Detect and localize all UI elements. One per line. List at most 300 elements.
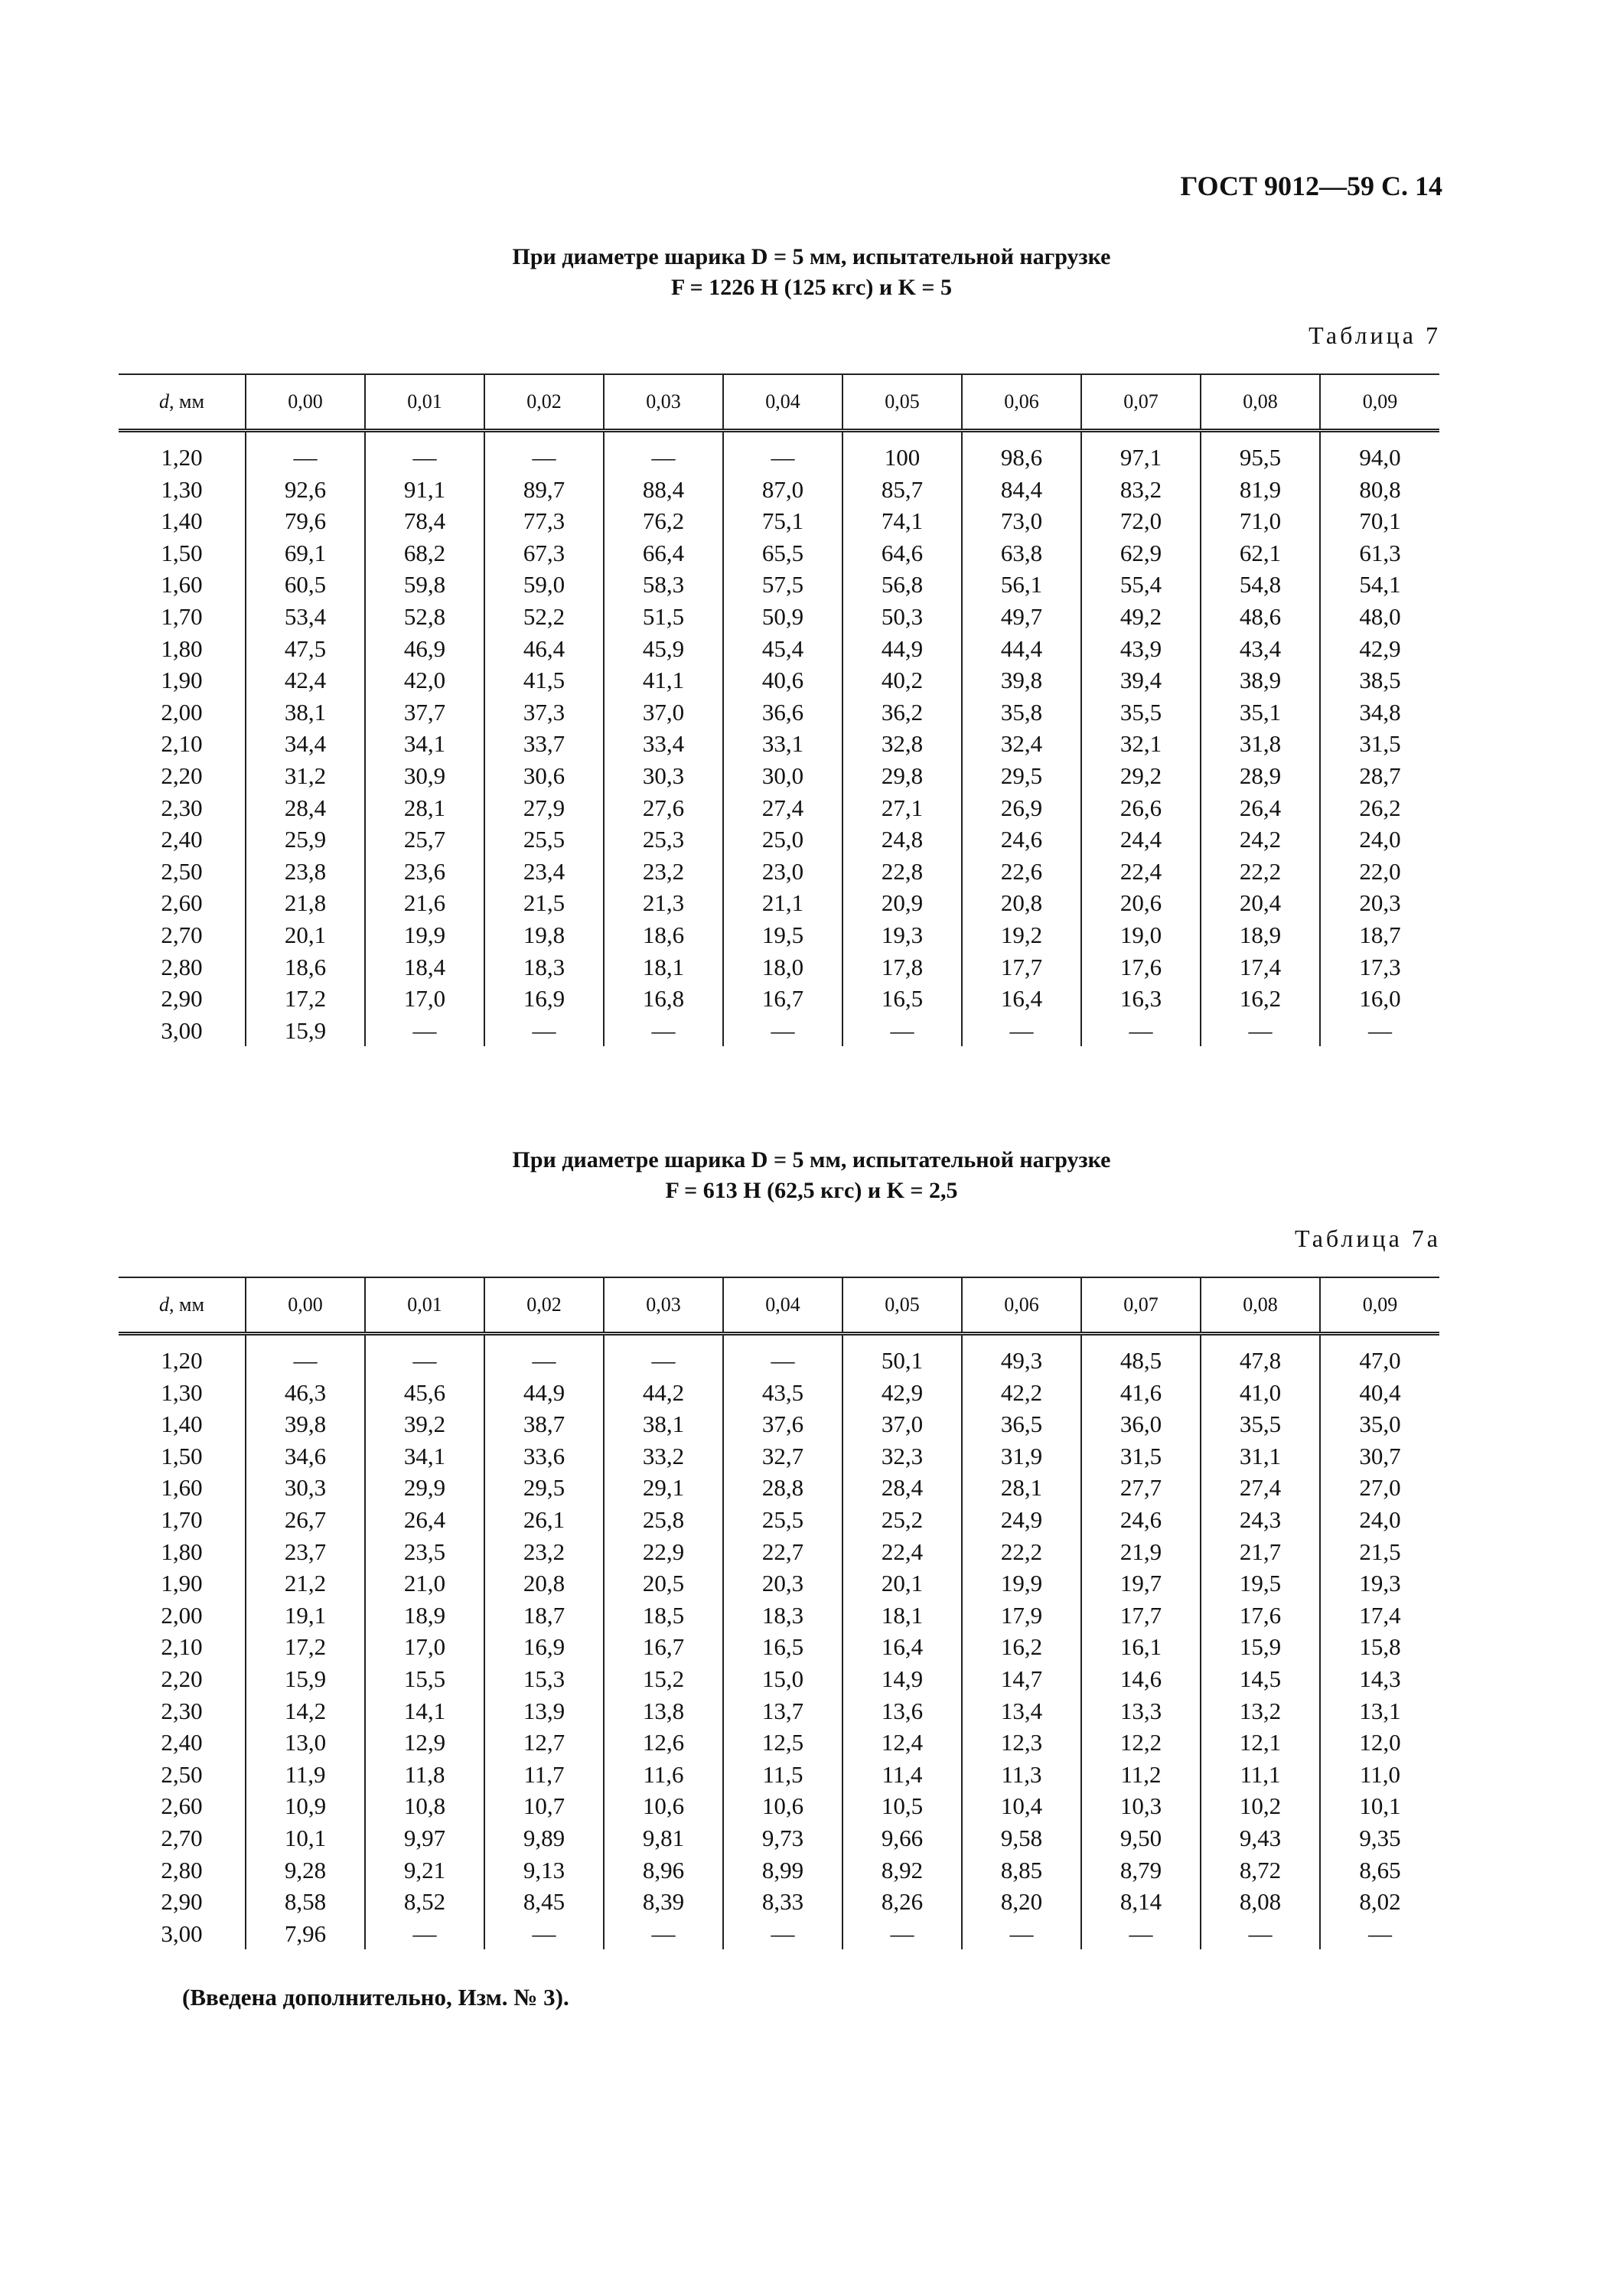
table-cell: 27,7 <box>1081 1472 1201 1504</box>
table-cell: 16,7 <box>604 1631 723 1663</box>
table7a-col-header: 0,00 <box>246 1277 365 1334</box>
table-cell: — <box>1081 1918 1201 1950</box>
table-cell: 39,2 <box>365 1408 484 1440</box>
table-cell: 46,4 <box>484 633 604 665</box>
table-cell: 15,2 <box>604 1663 723 1695</box>
table-cell: 35,8 <box>962 696 1081 729</box>
row-diameter-cell: 2,20 <box>161 762 203 789</box>
table-cell: 13,3 <box>1081 1695 1201 1727</box>
table-cell: 62,9 <box>1081 537 1201 569</box>
table-cell: 11,8 <box>365 1759 484 1791</box>
table-cell: 35,0 <box>1320 1408 1439 1440</box>
table-cell: — <box>723 1334 842 1377</box>
table-cell: 8,99 <box>723 1854 842 1887</box>
table-cell: 12,7 <box>484 1727 604 1759</box>
table-cell: — <box>962 1015 1081 1047</box>
table-cell: 48,6 <box>1201 601 1320 633</box>
table-cell: 50,1 <box>842 1334 962 1377</box>
table-cell: 46,9 <box>365 633 484 665</box>
table-cell: 54,1 <box>1320 569 1439 601</box>
table-cell: 17,4 <box>1320 1600 1439 1632</box>
table-cell: 29,5 <box>484 1472 604 1504</box>
table-cell: 30,9 <box>365 760 484 792</box>
table7a-caption <box>0 1145 1623 1206</box>
row-diameter-cell: 2,80 <box>161 1856 203 1883</box>
table-cell: 29,2 <box>1081 760 1201 792</box>
table7a-col-header: 0,09 <box>1320 1277 1439 1334</box>
table-cell: 43,4 <box>1201 633 1320 665</box>
table7a-header-d: d, мм <box>119 1277 246 1334</box>
table7-caption <box>0 242 1623 303</box>
table-row <box>119 1695 1439 1727</box>
row-diameter-cell: 2,30 <box>161 1697 203 1724</box>
table-cell: 37,0 <box>604 696 723 729</box>
table-cell: 21,0 <box>365 1567 484 1600</box>
table-cell: 44,9 <box>842 633 962 665</box>
table-cell: 36,0 <box>1081 1408 1201 1440</box>
table-cell: 43,5 <box>723 1377 842 1409</box>
table-cell: 24,8 <box>842 823 962 856</box>
table7-col-header: 0,06 <box>962 374 1081 431</box>
table-cell: — <box>723 431 842 474</box>
table-row <box>119 1536 1439 1568</box>
table-cell: 27,0 <box>1320 1472 1439 1504</box>
table-cell: 18,3 <box>723 1600 842 1632</box>
table-cell: 22,4 <box>842 1536 962 1568</box>
table-cell: 31,1 <box>1201 1440 1320 1473</box>
table-row <box>119 1377 1439 1409</box>
table7a-col-header: 0,03 <box>604 1277 723 1334</box>
table-cell: — <box>604 1015 723 1047</box>
table7a-col-header: 0,04 <box>723 1277 842 1334</box>
table-cell: 8,79 <box>1081 1854 1201 1887</box>
table-cell: 28,8 <box>723 1472 842 1504</box>
table-cell: 16,9 <box>484 1631 604 1663</box>
table-cell: 37,6 <box>723 1408 842 1440</box>
table-cell: 19,7 <box>1081 1567 1201 1600</box>
table-cell: 8,08 <box>1201 1886 1320 1918</box>
table7a-header-row <box>119 1277 1439 1334</box>
table-cell: 29,1 <box>604 1472 723 1504</box>
table-cell: 8,65 <box>1320 1854 1439 1887</box>
table-cell: 10,8 <box>365 1790 484 1822</box>
table7-col-header: 0,04 <box>723 374 842 431</box>
table-cell: 12,6 <box>604 1727 723 1759</box>
table-cell: 28,7 <box>1320 760 1439 792</box>
table-cell: 85,7 <box>842 474 962 506</box>
table-cell: 32,8 <box>842 728 962 760</box>
table-cell: 53,4 <box>246 601 365 633</box>
table-cell: 9,35 <box>1320 1822 1439 1854</box>
table-cell: 37,0 <box>842 1408 962 1440</box>
table-cell: 50,9 <box>723 601 842 633</box>
row-diameter-cell: 1,30 <box>161 475 203 503</box>
table-cell: 64,6 <box>842 537 962 569</box>
table-cell: 22,2 <box>1201 856 1320 888</box>
table7-label: Таблица 7 <box>1309 321 1441 349</box>
table-cell: 78,4 <box>365 505 484 537</box>
table-cell: 15,9 <box>1201 1631 1320 1663</box>
table-cell: 17,8 <box>842 951 962 983</box>
table-cell: 11,0 <box>1320 1759 1439 1791</box>
row-diameter-cell: 2,70 <box>161 921 203 948</box>
table-cell: 54,8 <box>1201 569 1320 601</box>
table-cell: 17,2 <box>246 983 365 1015</box>
table-cell: 8,96 <box>604 1854 723 1887</box>
table-cell: 60,5 <box>246 569 365 601</box>
table-cell: 9,58 <box>962 1822 1081 1854</box>
table-cell: 79,6 <box>246 505 365 537</box>
table-cell: 42,2 <box>962 1377 1081 1409</box>
table7-body <box>119 431 1439 1047</box>
table7-header-d: d, мм <box>119 374 246 431</box>
table-cell: 61,3 <box>1320 537 1439 569</box>
table-cell: 13,4 <box>962 1695 1081 1727</box>
row-diameter-cell: 2,10 <box>161 1633 203 1661</box>
table-row <box>119 696 1439 729</box>
table-cell: 9,13 <box>484 1854 604 1887</box>
table-cell: — <box>365 1918 484 1950</box>
table-cell: 30,3 <box>246 1472 365 1504</box>
table-cell: 27,1 <box>842 792 962 824</box>
table-cell: 31,5 <box>1320 728 1439 760</box>
table-cell: 13,7 <box>723 1695 842 1727</box>
table-cell: 32,7 <box>723 1440 842 1473</box>
table-cell: 12,2 <box>1081 1727 1201 1759</box>
table-cell: 30,7 <box>1320 1440 1439 1473</box>
row-diameter-cell: 1,70 <box>161 1505 203 1533</box>
table-cell: 11,9 <box>246 1759 365 1791</box>
table-cell: 14,9 <box>842 1663 962 1695</box>
table-cell: — <box>365 431 484 474</box>
table-cell: 38,1 <box>246 696 365 729</box>
table-cell: 7,96 <box>246 1918 365 1950</box>
table-cell: 42,0 <box>365 664 484 696</box>
row-diameter-cell: 1,90 <box>161 1570 203 1597</box>
table-cell: 14,5 <box>1201 1663 1320 1695</box>
table-cell: 37,3 <box>484 696 604 729</box>
table-cell: 20,3 <box>723 1567 842 1600</box>
table-cell: 15,9 <box>246 1015 365 1047</box>
table-cell: 19,3 <box>842 919 962 951</box>
table-cell: — <box>1081 1015 1201 1047</box>
table-cell: 58,3 <box>604 569 723 601</box>
table-cell: 14,7 <box>962 1663 1081 1695</box>
table-cell: — <box>246 1334 365 1377</box>
row-diameter-cell: 2,80 <box>161 953 203 980</box>
table-cell: 88,4 <box>604 474 723 506</box>
table-row <box>119 1600 1439 1632</box>
table-cell: 10,4 <box>962 1790 1081 1822</box>
row-diameter-cell: 2,70 <box>161 1824 203 1851</box>
table-row <box>119 1918 1439 1950</box>
table-row <box>119 1727 1439 1759</box>
table-cell: 59,0 <box>484 569 604 601</box>
table-cell: — <box>962 1918 1081 1950</box>
table-cell: 41,5 <box>484 664 604 696</box>
table7a-caption-line1: При диаметре шарика D = 5 мм, испытательной нагрузке <box>512 1147 1111 1172</box>
table-cell: 12,5 <box>723 1727 842 1759</box>
table-row <box>119 792 1439 824</box>
table-cell: 37,7 <box>365 696 484 729</box>
table-cell: 59,8 <box>365 569 484 601</box>
table-cell: 9,81 <box>604 1822 723 1854</box>
table-cell: 11,4 <box>842 1759 962 1791</box>
table-cell: 65,5 <box>723 537 842 569</box>
table-row <box>119 983 1439 1015</box>
table-cell: 8,58 <box>246 1886 365 1918</box>
table-cell: 22,0 <box>1320 856 1439 888</box>
table-cell: 36,5 <box>962 1408 1081 1440</box>
row-diameter-cell: 3,00 <box>161 1919 203 1947</box>
table-cell: 28,4 <box>842 1472 962 1504</box>
table-cell: 17,9 <box>962 1600 1081 1632</box>
table-cell: 46,3 <box>246 1377 365 1409</box>
table-cell: 22,4 <box>1081 856 1201 888</box>
table-cell: 28,9 <box>1201 760 1320 792</box>
table-cell: 52,8 <box>365 601 484 633</box>
table-cell: 42,4 <box>246 664 365 696</box>
row-diameter-cell: 1,40 <box>161 507 203 535</box>
table-cell: 19,9 <box>962 1567 1081 1600</box>
table-cell: 45,9 <box>604 633 723 665</box>
table-cell: 8,85 <box>962 1854 1081 1887</box>
table-cell: 17,6 <box>1201 1600 1320 1632</box>
row-diameter-cell: 2,40 <box>161 826 203 853</box>
table-cell: 29,8 <box>842 760 962 792</box>
table-cell: 70,1 <box>1320 505 1439 537</box>
table-cell: 34,4 <box>246 728 365 760</box>
table-cell: 27,4 <box>1201 1472 1320 1504</box>
table-cell: 21,9 <box>1081 1536 1201 1568</box>
table-row <box>119 1759 1439 1791</box>
table-cell: 71,0 <box>1201 505 1320 537</box>
table-cell: 91,1 <box>365 474 484 506</box>
table-cell: 36,6 <box>723 696 842 729</box>
table-cell: 18,9 <box>1201 919 1320 951</box>
table-cell: 25,9 <box>246 823 365 856</box>
table-cell: 32,4 <box>962 728 1081 760</box>
row-diameter-cell: 1,50 <box>161 1442 203 1469</box>
table-cell: 21,5 <box>484 887 604 919</box>
table-cell: 20,1 <box>842 1567 962 1600</box>
table7a <box>119 1277 1439 1949</box>
table-cell: 23,5 <box>365 1536 484 1568</box>
table-cell: 75,1 <box>723 505 842 537</box>
table-cell: 20,6 <box>1081 887 1201 919</box>
row-diameter-cell: 2,40 <box>161 1729 203 1756</box>
table-row <box>119 1790 1439 1822</box>
row-diameter-cell: 2,50 <box>161 857 203 885</box>
table-cell: 19,8 <box>484 919 604 951</box>
table-cell: 16,7 <box>723 983 842 1015</box>
table-cell: 9,97 <box>365 1822 484 1854</box>
table-cell: 44,9 <box>484 1377 604 1409</box>
table-cell: 30,6 <box>484 760 604 792</box>
table-cell: 31,5 <box>1081 1440 1201 1473</box>
table-row <box>119 728 1439 760</box>
table-cell: 20,3 <box>1320 887 1439 919</box>
table-cell: 47,5 <box>246 633 365 665</box>
table-row <box>119 760 1439 792</box>
table-cell: 19,3 <box>1320 1567 1439 1600</box>
table-cell: 22,7 <box>723 1536 842 1568</box>
table-cell: 12,4 <box>842 1727 962 1759</box>
table-cell: 15,9 <box>246 1663 365 1695</box>
table-cell: 26,6 <box>1081 792 1201 824</box>
table-cell: 9,28 <box>246 1854 365 1887</box>
table-cell: 42,9 <box>842 1377 962 1409</box>
table-cell: 27,6 <box>604 792 723 824</box>
table-cell: 44,4 <box>962 633 1081 665</box>
table-cell: 32,3 <box>842 1440 962 1473</box>
table-row <box>119 1408 1439 1440</box>
table-cell: 8,72 <box>1201 1854 1320 1887</box>
table-row <box>119 1504 1439 1536</box>
table-cell: 89,7 <box>484 474 604 506</box>
table-cell: 20,9 <box>842 887 962 919</box>
table-cell: 41,6 <box>1081 1377 1201 1409</box>
table-cell: 16,1 <box>1081 1631 1201 1663</box>
table-cell: 40,6 <box>723 664 842 696</box>
table-row <box>119 474 1439 506</box>
table-cell: 8,20 <box>962 1886 1081 1918</box>
table7-caption-line2: F = 1226 Н (125 кгс) и K = 5 <box>670 275 953 300</box>
table-cell: 23,8 <box>246 856 365 888</box>
row-diameter-cell: 1,80 <box>161 634 203 662</box>
table-cell: 18,6 <box>604 919 723 951</box>
table-cell: 16,4 <box>842 1631 962 1663</box>
table7-col-header: 0,08 <box>1201 374 1320 431</box>
table7a-col-header: 0,07 <box>1081 1277 1201 1334</box>
table-cell: 15,5 <box>365 1663 484 1695</box>
row-diameter-cell: 1,60 <box>161 1474 203 1502</box>
table-cell: 21,8 <box>246 887 365 919</box>
table-cell: 13,0 <box>246 1727 365 1759</box>
table-cell: 20,8 <box>962 887 1081 919</box>
table-cell: — <box>1320 1015 1439 1047</box>
table-cell: 18,1 <box>604 951 723 983</box>
table-cell: 24,4 <box>1081 823 1201 856</box>
table-cell: 16,4 <box>962 983 1081 1015</box>
row-diameter-cell: 1,20 <box>161 444 203 471</box>
table-cell: — <box>484 1334 604 1377</box>
table-cell: 62,1 <box>1201 537 1320 569</box>
table-cell: 8,02 <box>1320 1886 1439 1918</box>
table-cell: 38,5 <box>1320 664 1439 696</box>
table-cell: 13,2 <box>1201 1695 1320 1727</box>
table-cell: 23,2 <box>604 856 723 888</box>
table-cell: 21,2 <box>246 1567 365 1600</box>
table-row <box>119 951 1439 983</box>
table-row <box>119 505 1439 537</box>
table-cell: 18,1 <box>842 1600 962 1632</box>
table-cell: 21,3 <box>604 887 723 919</box>
table-cell: 8,39 <box>604 1886 723 1918</box>
row-diameter-cell: 1,20 <box>161 1347 203 1374</box>
table-cell: 24,9 <box>962 1504 1081 1536</box>
table-cell: 33,4 <box>604 728 723 760</box>
row-diameter-cell: 2,30 <box>161 794 203 821</box>
table-cell: — <box>1201 1015 1320 1047</box>
table-cell: 84,4 <box>962 474 1081 506</box>
table-cell: 77,3 <box>484 505 604 537</box>
table-cell: 25,3 <box>604 823 723 856</box>
table7-col-header: 0,05 <box>842 374 962 431</box>
table7a-caption-line2: F = 613 Н (62,5 кгс) и K = 2,5 <box>665 1178 958 1203</box>
table-cell: 55,4 <box>1081 569 1201 601</box>
table-cell: 8,14 <box>1081 1886 1201 1918</box>
table7a-label: Таблица 7а <box>1294 1225 1441 1252</box>
table-cell: 34,8 <box>1320 696 1439 729</box>
table-cell: 29,9 <box>365 1472 484 1504</box>
table-cell: 23,2 <box>484 1536 604 1568</box>
table-row <box>119 633 1439 665</box>
table-cell: 20,8 <box>484 1567 604 1600</box>
table-row <box>119 1567 1439 1600</box>
table-cell: — <box>604 1918 723 1950</box>
table-cell: 19,5 <box>723 919 842 951</box>
table-cell: 18,7 <box>1320 919 1439 951</box>
table-cell: 18,3 <box>484 951 604 983</box>
table-cell: 23,0 <box>723 856 842 888</box>
table-cell: 10,3 <box>1081 1790 1201 1822</box>
table-cell: 92,6 <box>246 474 365 506</box>
table-cell: 10,5 <box>842 1790 962 1822</box>
table7-col-header: 0,02 <box>484 374 604 431</box>
table7-col-header: 0,09 <box>1320 374 1439 431</box>
table-cell: 35,5 <box>1081 696 1201 729</box>
table-cell: 51,5 <box>604 601 723 633</box>
table-row <box>119 919 1439 951</box>
table-cell: 11,7 <box>484 1759 604 1791</box>
table-cell: 25,7 <box>365 823 484 856</box>
table-cell: 22,2 <box>962 1536 1081 1568</box>
table-cell: 25,5 <box>484 823 604 856</box>
row-diameter-cell: 1,60 <box>161 571 203 598</box>
table-cell: 16,9 <box>484 983 604 1015</box>
table-cell: 13,6 <box>842 1695 962 1727</box>
table-cell: 18,5 <box>604 1600 723 1632</box>
table-row <box>119 1472 1439 1504</box>
table-cell: 63,8 <box>962 537 1081 569</box>
table-cell: 48,0 <box>1320 601 1439 633</box>
table-cell: 20,4 <box>1201 887 1320 919</box>
table-cell: — <box>1201 1918 1320 1950</box>
row-diameter-cell: 2,60 <box>161 1792 203 1820</box>
table-cell: 18,0 <box>723 951 842 983</box>
table-cell: 25,5 <box>723 1504 842 1536</box>
table-cell: 11,6 <box>604 1759 723 1791</box>
row-diameter-cell: 1,50 <box>161 539 203 566</box>
table-cell: 20,1 <box>246 919 365 951</box>
table-cell: 17,3 <box>1320 951 1439 983</box>
table7a-body <box>119 1334 1439 1950</box>
table-cell: 81,9 <box>1201 474 1320 506</box>
table7-col-header: 0,03 <box>604 374 723 431</box>
row-diameter-cell: 2,60 <box>161 889 203 917</box>
table-cell: 16,5 <box>723 1631 842 1663</box>
table-cell: 57,5 <box>723 569 842 601</box>
table-cell: 35,5 <box>1201 1408 1320 1440</box>
table-cell: 10,7 <box>484 1790 604 1822</box>
table-cell: — <box>484 431 604 474</box>
table-cell: 69,1 <box>246 537 365 569</box>
table-cell: 76,2 <box>604 505 723 537</box>
table-cell: 11,1 <box>1201 1759 1320 1791</box>
table-cell: 12,1 <box>1201 1727 1320 1759</box>
table-cell: — <box>604 1334 723 1377</box>
